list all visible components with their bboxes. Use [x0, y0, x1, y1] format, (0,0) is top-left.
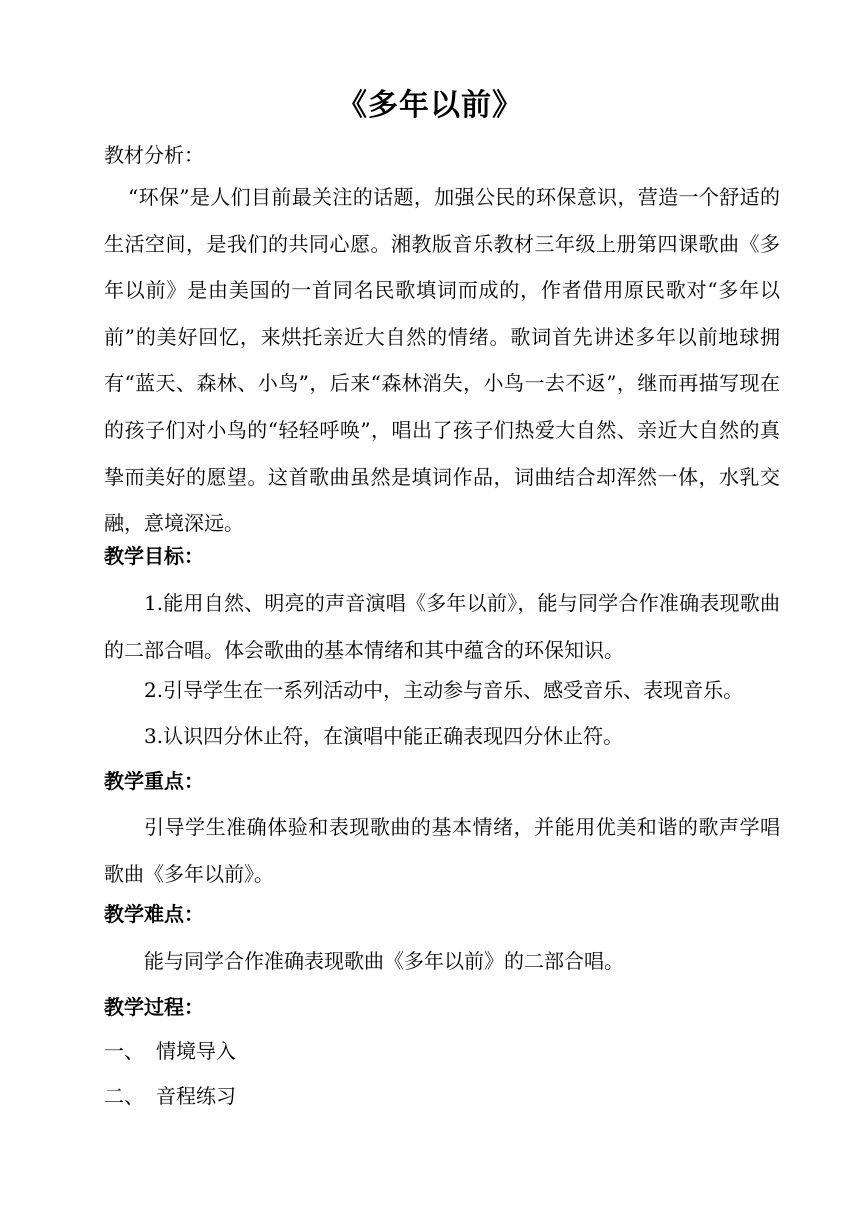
- goal-item-1: 1.能用自然、明亮的声音演唱《多年以前》，能与同学合作准确表现歌曲的二部合唱。体会歌曲的基本情绪和其中蕴含的环保知识。: [104, 591, 780, 662]
- difficulty-paragraph: 能与同学合作准确表现歌曲《多年以前》的二部合唱。: [144, 949, 624, 973]
- process-item-1: [104, 1028, 236, 1075]
- process-item-2: [104, 1073, 236, 1120]
- process-item-number: 二、: [104, 1084, 144, 1108]
- process-item-label: 情境导入: [156, 1039, 236, 1063]
- process-item-number: 一、: [104, 1039, 144, 1063]
- analysis-paragraph: “环保”是人们目前最关注的话题，加强公民的环保意识，营造一个舒适的生活空间，是我们的共同心愿。湘教版音乐教材三年级上册第四课歌曲《多年以前》是由美国的一首同名民歌填词而成的，作者借用原民歌对“多年以前”的美好回忆，来烘托亲近大自然的情绪。歌词首先讲述多年以前地球拥有“蓝天、森林、小鸟”，后来“森林消失，小鸟一去不返”，继而再描写现在的孩子们对小鸟的“轻轻呼唤”，唱出了孩子们热爱大自然、亲近大自然的真挚而美好的愿望。这首歌曲虽然是填词作品，词曲结合却浑然一体，水乳交融，意境深远。: [104, 185, 780, 536]
- process-item-label: 音程练习: [156, 1084, 236, 1108]
- goal-item-3: 3.认识四分休止符，在演唱中能正确表现四分休止符。: [144, 724, 624, 748]
- process-heading: 教学过程：: [104, 995, 204, 1019]
- goal-item-2: 2.引导学生在一系列活动中，主动参与音乐、感受音乐、表现音乐。: [144, 678, 744, 702]
- key-points-heading: 教学重点：: [104, 769, 204, 793]
- analysis-heading: 教材分析：: [104, 143, 204, 167]
- document-title: 《多年以前》: [337, 88, 523, 123]
- key-points-paragraph: 引导学生准确体验和表现歌曲的基本情绪，并能用优美和谐的歌声学唱歌曲《多年以前》。: [104, 815, 780, 886]
- goals-heading: 教学目标：: [104, 544, 204, 568]
- difficulty-heading: 教学难点：: [104, 902, 204, 926]
